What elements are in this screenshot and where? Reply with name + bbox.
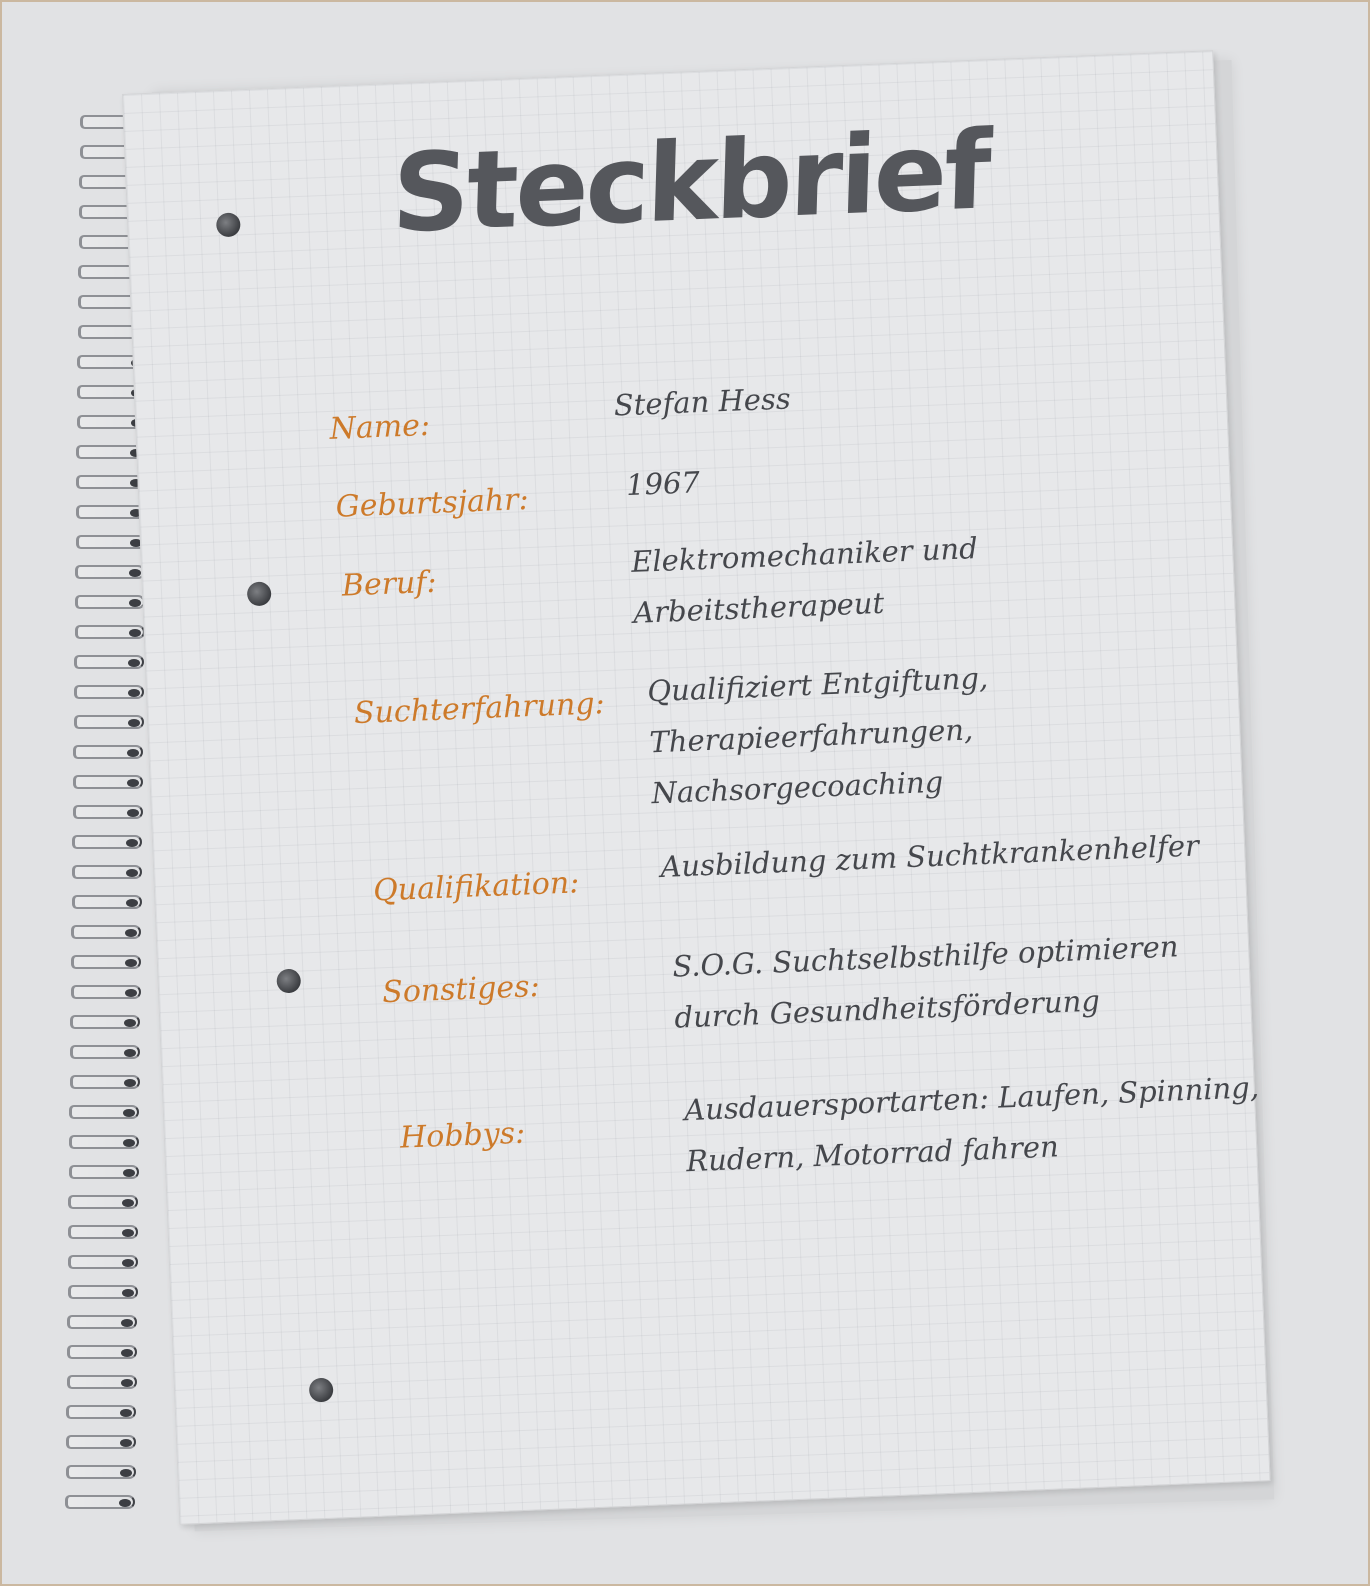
- spiral-ring: [67, 1375, 137, 1389]
- spiral-ring: [73, 805, 143, 819]
- punch-hole: [309, 1378, 334, 1403]
- punch-hole: [216, 212, 241, 237]
- field-label: Qualifikation:: [372, 865, 580, 909]
- spiral-ring: [66, 1465, 136, 1479]
- value-line: Rudern, Motorrad fahren: [685, 1129, 1060, 1179]
- spiral-ring: [68, 1195, 138, 1209]
- spiral-ring: [67, 1345, 137, 1359]
- value-line: Arbeitstherapeut: [632, 585, 885, 630]
- spiral-ring: [69, 1165, 139, 1179]
- spiral-ring: [68, 1285, 138, 1299]
- spiral-ring: [66, 1435, 136, 1449]
- field-label: Beruf:: [341, 564, 438, 604]
- value-line: Therapieerfahrungen,: [648, 712, 974, 760]
- spiral-ring: [68, 1255, 138, 1269]
- spiral-ring: [65, 1495, 135, 1509]
- notebook-page: [122, 50, 1271, 1525]
- value-line: S.O.G. Suchtselbsthilfe optimieren: [671, 929, 1180, 984]
- spiral-ring: [71, 925, 141, 939]
- spiral-ring: [72, 835, 142, 849]
- spiral-ring: [66, 1405, 136, 1419]
- page-title: Steckbrief: [390, 108, 990, 258]
- field-value: [683, 1061, 1287, 1187]
- field-label: Sonstiges:: [381, 968, 541, 1011]
- field-label: Geburtsjahr:: [335, 482, 530, 525]
- spiral-ring: [73, 745, 143, 759]
- spiral-ring: [67, 1315, 137, 1329]
- spiral-ring: [75, 625, 145, 639]
- spiral-ring: [71, 985, 141, 999]
- field-label: Suchterfahrung:: [353, 686, 606, 732]
- spiral-ring: [70, 1075, 140, 1089]
- value-line: Ausbildung zum Suchtkrankenhelfer: [659, 828, 1200, 884]
- field-value: [646, 642, 1252, 819]
- spiral-ring: [76, 475, 146, 489]
- spiral-ring: [72, 895, 142, 909]
- spiral-ring: [75, 595, 145, 609]
- spiral-ring: [69, 1105, 139, 1119]
- spiral-ring: [70, 1045, 140, 1059]
- field-value: [625, 436, 1227, 511]
- field-value: [613, 356, 1215, 431]
- spiral-ring: [74, 655, 144, 669]
- spiral-ring: [72, 865, 142, 879]
- value-line: Qualifiziert Entgiftung,: [646, 660, 989, 709]
- spiral-ring: [74, 685, 144, 699]
- spiral-ring: [76, 535, 146, 549]
- spiral-ring: [70, 1015, 140, 1029]
- value-line: Elektromechaniker und: [630, 531, 979, 579]
- field-value: [659, 818, 1261, 893]
- value-line: Nachsorgecoaching: [650, 764, 944, 811]
- spiral-ring: [76, 505, 146, 519]
- field-value: [630, 513, 1234, 639]
- value-line: Stefan Hess: [613, 381, 792, 423]
- spiral-ring: [75, 565, 145, 579]
- value-line: 1967: [625, 465, 701, 503]
- value-line: durch Gesundheitsförderung: [673, 983, 1101, 1035]
- field-value: [671, 918, 1275, 1044]
- spiral-ring: [68, 1225, 138, 1239]
- field-label: Hobbys:: [399, 1115, 526, 1156]
- value-line: Ausdauersportarten: Laufen, Spinning,: [683, 1070, 1260, 1128]
- spiral-ring: [71, 955, 141, 969]
- punch-hole: [247, 581, 272, 606]
- spiral-ring: [73, 775, 143, 789]
- spiral-ring: [69, 1135, 139, 1149]
- spiral-ring: [74, 715, 144, 729]
- punch-hole: [276, 969, 301, 994]
- field-label: Name:: [328, 407, 431, 447]
